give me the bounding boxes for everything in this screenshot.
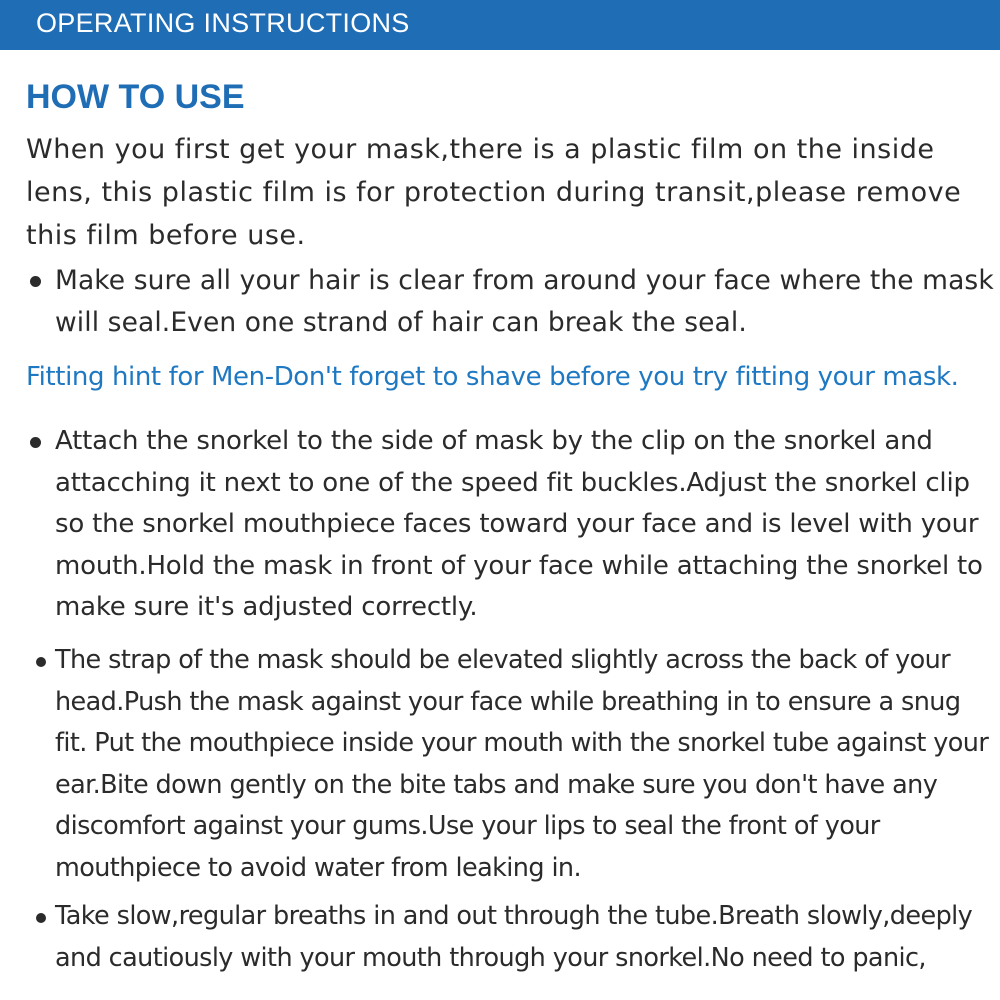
header-bar — [0, 0, 1000, 50]
bullet-item — [27, 421, 997, 629]
header-title: OPERATING INSTRUCTIONS — [36, 8, 410, 38]
bullet-dot-icon — [36, 913, 46, 923]
bullet-dot-icon — [30, 437, 41, 448]
bullet-text: Take slow,regular breaths in and out through the tube.Breath slowly,deeply and cautiously with your mouth through your snorkel.No need to panic, — [55, 901, 973, 973]
bullet-dot-icon — [30, 276, 41, 287]
intro-paragraph: When you first get your mask,there is a plastic film on the inside lens, this plastic film is for protection during transit,please remove this film before use. — [26, 134, 962, 251]
bullet-item — [27, 640, 997, 889]
bullet-item — [27, 896, 1000, 979]
bullet-text: Make sure all your hair is clear from around your face where the mask will seal.Even one strand of hair can break the seal. — [55, 265, 994, 338]
bullet-text: Attach the snorkel to the side of mask by the clip on the snorkel and attacching it next to one of the speed fit buckles.Adjust the snorkel clip so the snorkel mouthpiece faces toward your face and is level with your mouth.Hold the mask in front of your face while attaching the snorkel to make sure it's adjusted correctly. — [55, 426, 983, 622]
bullet-item — [27, 260, 1000, 343]
section-title: HOW TO USE — [26, 78, 245, 116]
bullet-dot-icon — [36, 657, 46, 667]
bullet-text: The strap of the mask should be elevated slightly across the back of your head.Push the mask against your face while breathing in to ensure a snug fit. Put the mouthpiece inside your mouth with the snorkel tube against your ear.Bite down gently on the bite tabs and make sure you don't have any discomfort against your gums.Use your lips to seal the front of your mouthpiece to avoid water from leaking in. — [55, 645, 989, 883]
fitting-hint: Fitting hint for Men-Don't forget to shave before you try fitting your mask. — [26, 362, 959, 392]
